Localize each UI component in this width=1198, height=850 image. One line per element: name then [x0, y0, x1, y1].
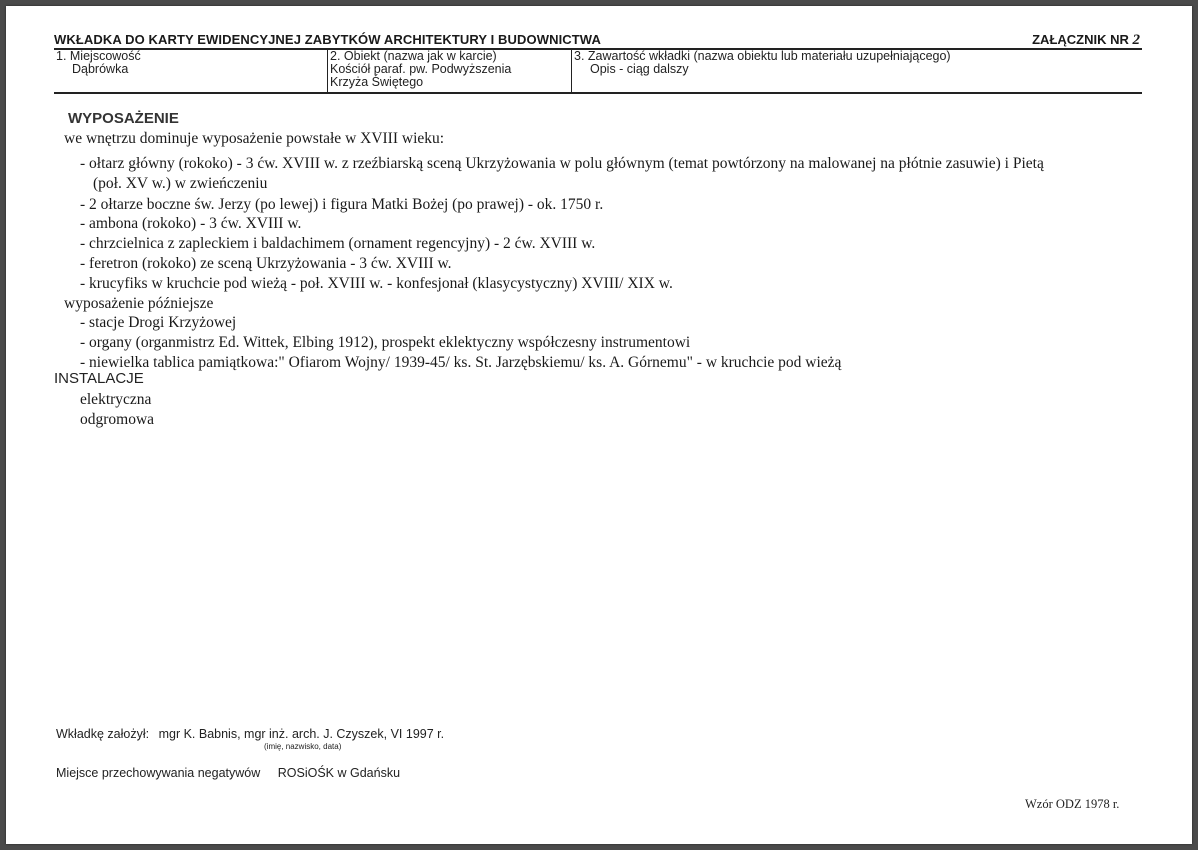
equipment-item: - chrzcielnica z zapleckiem i baldachimem (ornament regencyjny) - 2 ćw. XVIII w. — [80, 235, 596, 252]
locality-field — [56, 50, 324, 76]
installations-heading: INSTALACJE — [54, 370, 144, 387]
header-rule-bottom — [54, 92, 1142, 94]
equipment-item: - ołtarz główny (rokoko) - 3 ćw. XVIII w. z rzeźbiarską sceną Ukrzyżowania w polu głównym (temat powtórzony na malowanej na płótnie zasuwie) i Pietą — [80, 155, 1044, 172]
object-label: 2. Obiekt (nazwa jak w karcie) — [330, 49, 497, 63]
form-title: WKŁADKA DO KARTY EWIDENCYJNEJ ZABYTKÓW ARCHITEKTURY I BUDOWNICTWA — [54, 32, 601, 47]
installation-item: odgromowa — [80, 411, 155, 428]
equipment-item-continuation: (poł. XV w.) w zwieńczeniu — [93, 175, 268, 192]
contents-field — [574, 50, 1134, 76]
equipment-item: - 2 ołtarze boczne św. Jerzy (po lewej) i figura Matki Bożej (po prawej) - ok. 1750 r. — [80, 196, 604, 213]
attachment-number-value: 2 — [1132, 32, 1140, 48]
later-equipment-item: - niewielka tablica pamiątkowa:" Ofiarom Wojny/ 1939-45/ ks. St. Jarzębskiemu/ ks. A. Górnemu" - w kruchcie pod wieżą — [80, 354, 842, 371]
object-field — [330, 50, 568, 89]
field-divider-2 — [571, 49, 572, 92]
created-by-label: Wkładkę założył: — [56, 727, 150, 741]
created-by-note: (imię, nazwisko, data) — [264, 742, 342, 751]
installation-item: elektryczna — [80, 391, 152, 408]
equipment-heading: WYPOSAŻENIE — [68, 110, 179, 127]
later-equipment-item: - organy (organmistrz Ed. Wittek, Elbing 1912), prospekt eklektyczny współczesny instrumentowi — [80, 334, 691, 351]
record-card-insert — [6, 6, 1192, 844]
attachment-label: ZAŁĄCZNIK NR — [1032, 32, 1129, 47]
equipment-item: - krucyfiks w kruchcie pod wieżą - poł. XVIII w. - konfesjonał (klasycystyczny) XVIII/ XIX w. — [80, 275, 673, 292]
created-by-line — [56, 727, 444, 741]
equipment-intro: we wnętrzu dominuje wyposażenie powstałe w XVIII wieku: — [64, 130, 445, 147]
locality-value: Dąbrówka — [72, 62, 129, 76]
negatives-label: Miejsce przechowywania negatywów — [56, 766, 261, 780]
equipment-item: - feretron (rokoko) ze sceną Ukrzyżowania - 3 ćw. XVIII w. — [80, 255, 452, 272]
later-equipment-item: - stacje Drogi Krzyżowej — [80, 314, 237, 331]
locality-label: 1. Miejscowość — [56, 49, 141, 63]
negatives-value: ROSiOŚK w Gdańsku — [277, 766, 401, 780]
negatives-line — [56, 766, 400, 780]
contents-label: 3. Zawartość wkładki (nazwa obiektu lub materiału uzupełniającego) — [574, 49, 951, 63]
template-note: Wzór ODZ 1978 r. — [1025, 797, 1120, 811]
object-value-line1: Kościół paraf. pw. Podwyższenia — [330, 62, 512, 76]
attachment-number — [1032, 32, 1140, 49]
contents-value: Opis - ciąg dalszy — [590, 62, 689, 76]
object-value-line2: Krzyża Świętego — [330, 75, 424, 89]
created-by-value: mgr K. Babnis, mgr inż. arch. J. Czyszek, VI 1997 r. — [158, 727, 445, 741]
equipment-item: - ambona (rokoko) - 3 ćw. XVIII w. — [80, 215, 302, 232]
later-equipment-heading: wyposażenie późniejsze — [64, 295, 214, 312]
field-divider-1 — [327, 49, 328, 92]
